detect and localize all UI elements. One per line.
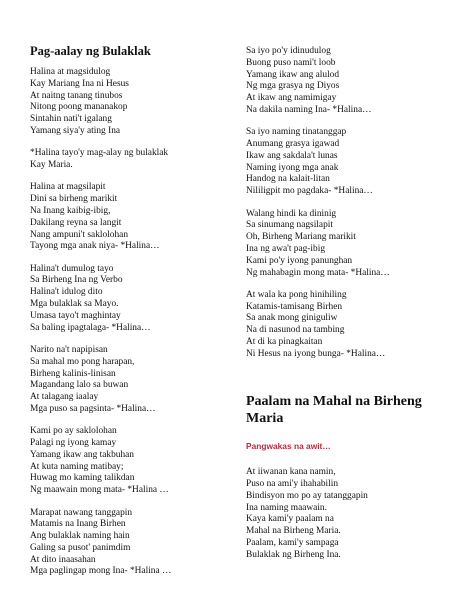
stanza (30, 182, 235, 253)
lyric-line: Yamang ikaw ang takbuhan (30, 449, 134, 460)
right-stanzas-top (246, 46, 456, 361)
lyric-line: Bulaklak ng Birheng Ina. (246, 549, 341, 560)
lyric-line: Kay Maria. (30, 160, 73, 171)
lyric-line: Matamis na Inang Birhen (30, 519, 126, 530)
lyric-line: Ina ng awa't pag-ibig (246, 243, 326, 254)
lyric-line: Anumang grasya igawad (246, 139, 340, 150)
lyric-line: At di ka pinagkaitan (246, 337, 323, 348)
lyric-line: Halina't idulog dito (30, 287, 103, 298)
lyric-line: Kami po'y iyong panunghan (246, 255, 353, 266)
lyric-line: Galing sa pusot' panimdim (30, 542, 131, 553)
lyric-line: Birheng kalinis-linisan (30, 368, 116, 379)
lyric-line: Mahal na Birheng Maria. (246, 526, 341, 537)
lyric-line: Nang ampuni't saklolohan (30, 229, 129, 240)
lyric-line: Sintahin nati't igalang (30, 114, 112, 125)
lyric-line: Magandang lalo sa buwan (30, 380, 129, 391)
lyric-line: At dito inaasahan (30, 554, 96, 565)
lyric-line: Walang hindi ka dininig (246, 208, 337, 219)
stanza (246, 290, 456, 361)
lyric-line: Ni Hesus na iyong bunga- *Halina… (246, 348, 386, 359)
lyric-line: Tayong mga anak niya- *Halina… (30, 241, 160, 252)
lyric-line: Buong puso nami't loob (246, 57, 336, 68)
lyric-line: Nililigpit mo pagdaka- *Halina… (246, 186, 373, 197)
stanza (246, 127, 456, 198)
lyric-line: Mga paglingap mong Ina- *Halina … (30, 566, 172, 577)
lyric-line: Mga puso sa pagsinta- *Halina… (30, 403, 156, 414)
lyric-line: Paalam, kami'y sampaga (246, 537, 339, 548)
lyric-line: Na dakila naming Ina- *Halina… (246, 104, 372, 115)
song-title-paalam: Paalam na Mahal na Birheng Maria (246, 394, 422, 427)
left-column (30, 34, 235, 589)
stanza (30, 426, 235, 497)
lyric-line: Ang bulaklak naming hain (30, 531, 130, 542)
lyric-line: Sa iyo po'y idinudulog (246, 46, 331, 56)
lyric-line: Nitong poong mananakop (30, 102, 128, 113)
lyric-line: Halina at magsidulog (30, 67, 111, 77)
lyric-line: *Halina tayo'y mag-alay ng bulaklak (30, 148, 169, 159)
lyric-line: Dakilang reyna sa langit (30, 217, 122, 228)
lyric-line: At ikaw ang namimigay (246, 93, 337, 104)
lyric-line: At iiwanan kana namin, (246, 467, 336, 478)
lyric-line: Sa sinumang nagsilapit (246, 220, 333, 231)
lyric-line: Handog na kalait-litan (246, 174, 330, 185)
lyric-line: Umasa tayo't maghintay (30, 310, 121, 321)
song-subheading: Pangwakas na awit… (246, 441, 331, 452)
lyric-line: Ng mahabagin mong mata- *Halina… (246, 267, 390, 278)
lyric-line: Narito na't napipisan (30, 344, 108, 355)
stanza (30, 67, 235, 138)
lyric-line: Marapat nawang tanggapin (30, 507, 133, 518)
lyric-line: Ina naming maawain. (246, 502, 327, 513)
lyric-line: Yamang siya'y ating Ina (30, 125, 121, 136)
left-stanzas (30, 67, 235, 578)
lyric-line: Halina't dumulog tayo (30, 263, 114, 274)
lyric-line: Dini sa birheng marikit (30, 194, 118, 205)
lyric-line: Sa anak mong giniguliw (246, 313, 338, 324)
lyric-line: Kami po ay saklolohan (30, 426, 117, 437)
stanza (246, 46, 456, 117)
lyric-line: At wala ka pong hinihiling (246, 289, 347, 300)
lyric-line: Ikaw ang sakdala't lunas (246, 150, 338, 161)
lyric-line: Na di nasunod na tambing (246, 325, 345, 336)
lyric-line: Sa mahal mo pong harapan, (30, 356, 135, 367)
lyric-line: Halina at magsilapit (30, 182, 106, 193)
right-stanzas-bottom (246, 467, 456, 561)
lyric-line: Ng maawain mong mata- *Halina … (30, 485, 169, 496)
lyric-line: Kaya kami'y paalam na (246, 514, 334, 525)
lyric-line: Katamis-tamisang Birhen (246, 301, 343, 312)
stanza (246, 467, 456, 561)
lyric-line: Kay Mariang Ina ni Hesus (30, 78, 129, 89)
lyric-line: Palagi ng iyong kamay (30, 438, 117, 449)
lyric-line: Naming iyong mga anak (246, 162, 339, 173)
lyric-line: Sa iyo naming tinatanggap (246, 127, 347, 138)
lyric-line: Oh, Birheng Mariang marikit (246, 232, 356, 243)
lyric-line: Na Inang kaibig-ibig, (30, 205, 111, 216)
stanza (246, 209, 456, 280)
right-column (246, 46, 456, 572)
lyric-line: Puso na ami'y ihahabilin (246, 478, 339, 489)
stanza (30, 148, 235, 172)
stanza (30, 508, 235, 579)
lyric-line: Huwag mo kaming talikdan (30, 473, 135, 484)
song-title-pag-aalay: Pag-aalay ng Bulaklak (30, 44, 151, 58)
stanza (30, 264, 235, 335)
lyric-line: At naitng tanang tinubos (30, 90, 123, 101)
lyric-line: Yamang ikaw ang alulod (246, 69, 340, 80)
lyric-line: At kuta naming matibay; (30, 461, 124, 472)
stanza (30, 345, 235, 416)
lyric-line: Sa Birheng Ina ng Verbo (30, 275, 123, 286)
lyric-line: Bindisyon mo po ay tatanggapin (246, 490, 368, 501)
lyric-line: At talagang iaalay (30, 392, 99, 403)
lyric-line: Sa baling ipagtalaga- *Halina… (30, 322, 151, 333)
lyric-line: Mga bulaklak sa Mayo. (30, 299, 119, 310)
lyric-line: Ng mga grasya ng Diyos (246, 81, 340, 92)
